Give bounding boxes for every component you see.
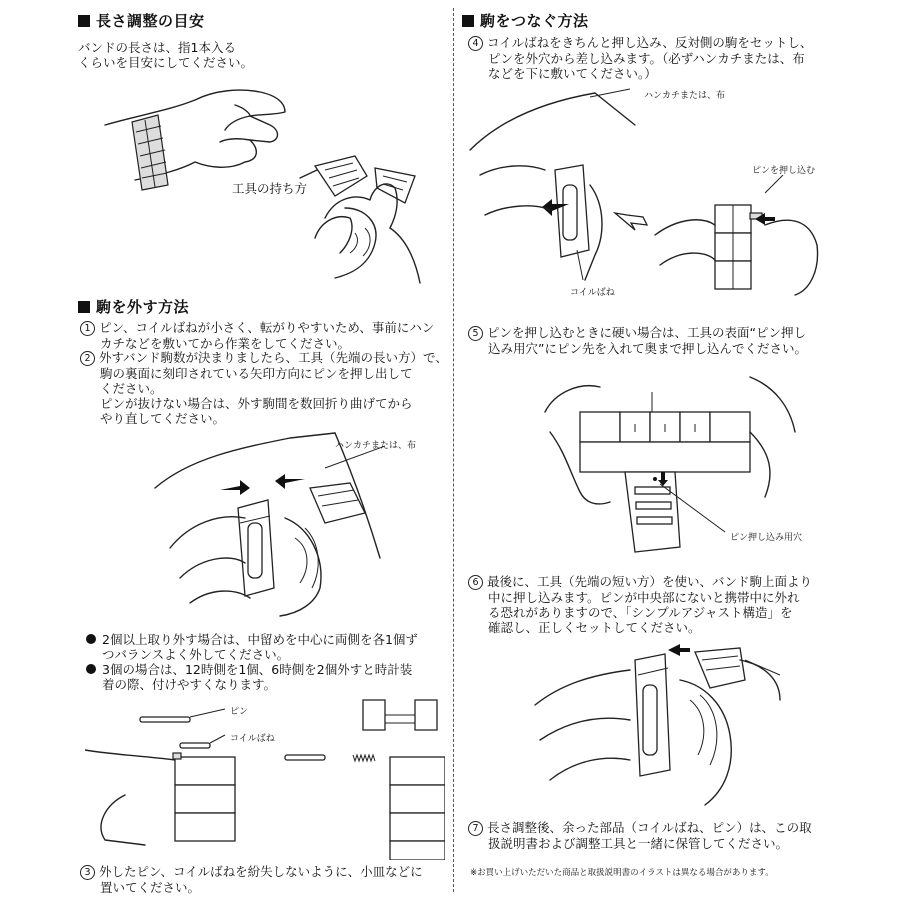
- push-pin-label: ピンを押し込む: [752, 166, 816, 176]
- coil-spring-icon: [180, 735, 225, 748]
- coil-spring-label: コイルばね: [230, 734, 275, 744]
- step-number-badge: 3: [80, 865, 95, 880]
- text-line: 込み用穴”にピン先を入れて奥まで押し込んでください。: [488, 341, 807, 356]
- band-link-icon: [555, 165, 589, 257]
- band-links-icon: [173, 753, 235, 841]
- bullet-note-2: [86, 662, 412, 692]
- step-number-badge: 4: [468, 36, 483, 51]
- adjust-tool-icon: [625, 472, 680, 552]
- text-line: ピン、コイルばねが小さく、転がりやすいため、事前にハン: [99, 320, 435, 335]
- text-line: ピンを押し込むときに硬い場合は、工具の表面“ピン押し: [487, 325, 806, 340]
- text-line: 3個の場合は、12時側を1個、6時側を2個外すと時計装: [102, 662, 413, 677]
- text-line: などを下に敷いてください。）: [488, 66, 657, 81]
- arrow-left-icon: [220, 474, 305, 495]
- bullet-icon: [86, 664, 96, 674]
- tool-holding-label: 工具の持ち方: [232, 181, 308, 196]
- pin-icon: [285, 755, 325, 760]
- pin-label: ピン: [230, 707, 249, 717]
- text-line: 中に押し込みます。ピンが中央部にないと携帯中に外れ: [488, 590, 800, 605]
- text-line: 置いてください。: [100, 880, 201, 895]
- text-line: ピンが抜けない場合は、外す駒間を数回折り曲げてから: [100, 396, 413, 411]
- band-links-icon: [580, 412, 750, 472]
- section-title-connect-links: [462, 10, 589, 31]
- step-number-badge: 6: [468, 575, 483, 590]
- step-number-badge: 2: [80, 351, 95, 366]
- push-hole-label: ピン押し込み用穴: [730, 533, 803, 543]
- section-title-text: 長さ調整の目安: [96, 12, 205, 30]
- step-7: [468, 820, 812, 851]
- text-line: コイルばねをきちんと押し込み、反対側の駒をセットし、: [487, 35, 813, 50]
- text-line: 駒の裏面に刻印されている矢印方向にピンを押し出して: [100, 366, 413, 381]
- coil-spring-icon: [353, 755, 375, 761]
- step-2: [80, 350, 448, 426]
- section-title-remove-links: [78, 296, 189, 317]
- text-line: 長さ調整後、余った部品（コイルばね、ピン）は、この取: [487, 820, 812, 835]
- adjust-tool-icon: [300, 156, 415, 203]
- text-line: ピンを外穴から差し込みます。（必ずハンカチまたは、布: [488, 51, 805, 66]
- step-1: [80, 320, 434, 351]
- square-bullet-icon: [78, 301, 90, 313]
- step-4: [468, 35, 812, 81]
- text-line: やり直してください。: [100, 411, 226, 426]
- text-line: 着の際、付けやすくなります。: [102, 677, 277, 692]
- length-guide-text: [78, 40, 253, 70]
- bullet-note-1: [86, 632, 418, 662]
- band-links-icon: [363, 700, 445, 860]
- text-line: 外すバンド駒数が決まりましたら、工具（先端の長い方）で、: [99, 350, 448, 365]
- pin-icon: [140, 709, 225, 722]
- text-line: つバランスよく外してください。: [102, 647, 290, 662]
- text-line: 確認し、正しくセットしてください。: [488, 620, 701, 635]
- square-bullet-icon: [462, 15, 474, 27]
- square-bullet-icon: [78, 15, 90, 27]
- step-number-badge: 1: [80, 321, 95, 336]
- footnote: ※お買い上げいただいた商品と取扱説明書のイラストは異なる場合があります。: [470, 868, 774, 878]
- step-number-badge: 7: [468, 821, 483, 836]
- text-line: バンドの長さは、指1本入る: [78, 40, 236, 55]
- section-title-text: 駒をつなぐ方法: [480, 12, 589, 30]
- arrow-left-icon: [668, 644, 690, 656]
- pin-insertion-illustration: [465, 85, 845, 305]
- text-line: る恐れがありますので、「シンプルアジャスト構造」を: [488, 605, 793, 620]
- column-divider: [453, 8, 455, 892]
- band-link-icon: [635, 654, 670, 776]
- step-number-badge: 5: [468, 326, 483, 341]
- pin-spring-illustration: [85, 695, 445, 860]
- cloth-label-left: ハンカチまたは、布: [335, 441, 417, 451]
- band-links-icon: [715, 205, 762, 289]
- section-title-length-guide: [78, 10, 205, 31]
- step-3: [80, 864, 423, 895]
- text-line: 扱説明書および調整工具と一緒に保管してください。: [488, 836, 789, 851]
- text-line: 2個以上取り外す場合は、中留めを中心に両側を各1個ず: [102, 632, 418, 647]
- watch-band-icon: [132, 115, 168, 190]
- text-line: カチなどを敷いてから作業をしてください。: [100, 336, 351, 351]
- coil-spring-label-right: コイルばね: [570, 288, 615, 298]
- cloth-label-right: ハンカチまたは、布: [644, 91, 726, 101]
- tool-holding-illustration: [295, 148, 445, 288]
- text-line: 外したピン、コイルばねを紛失しないように、小皿などに: [99, 864, 423, 879]
- bullet-icon: [86, 634, 96, 644]
- adjust-tool-icon: [695, 648, 780, 688]
- band-link-icon: [238, 500, 274, 596]
- section-title-text: 駒を外す方法: [96, 298, 190, 316]
- arrow-down-right-icon: [615, 213, 647, 230]
- step-5: [468, 325, 807, 356]
- text-line: 最後に、工具（先端の短い方）を使い、バンド駒上面より: [487, 574, 813, 589]
- step-6: [468, 574, 812, 635]
- text-line: くらいを目安にしてください。: [78, 55, 254, 70]
- pin-removal-illustration: [150, 428, 410, 618]
- text-line: ください。: [100, 381, 163, 396]
- final-set-illustration: [530, 640, 800, 810]
